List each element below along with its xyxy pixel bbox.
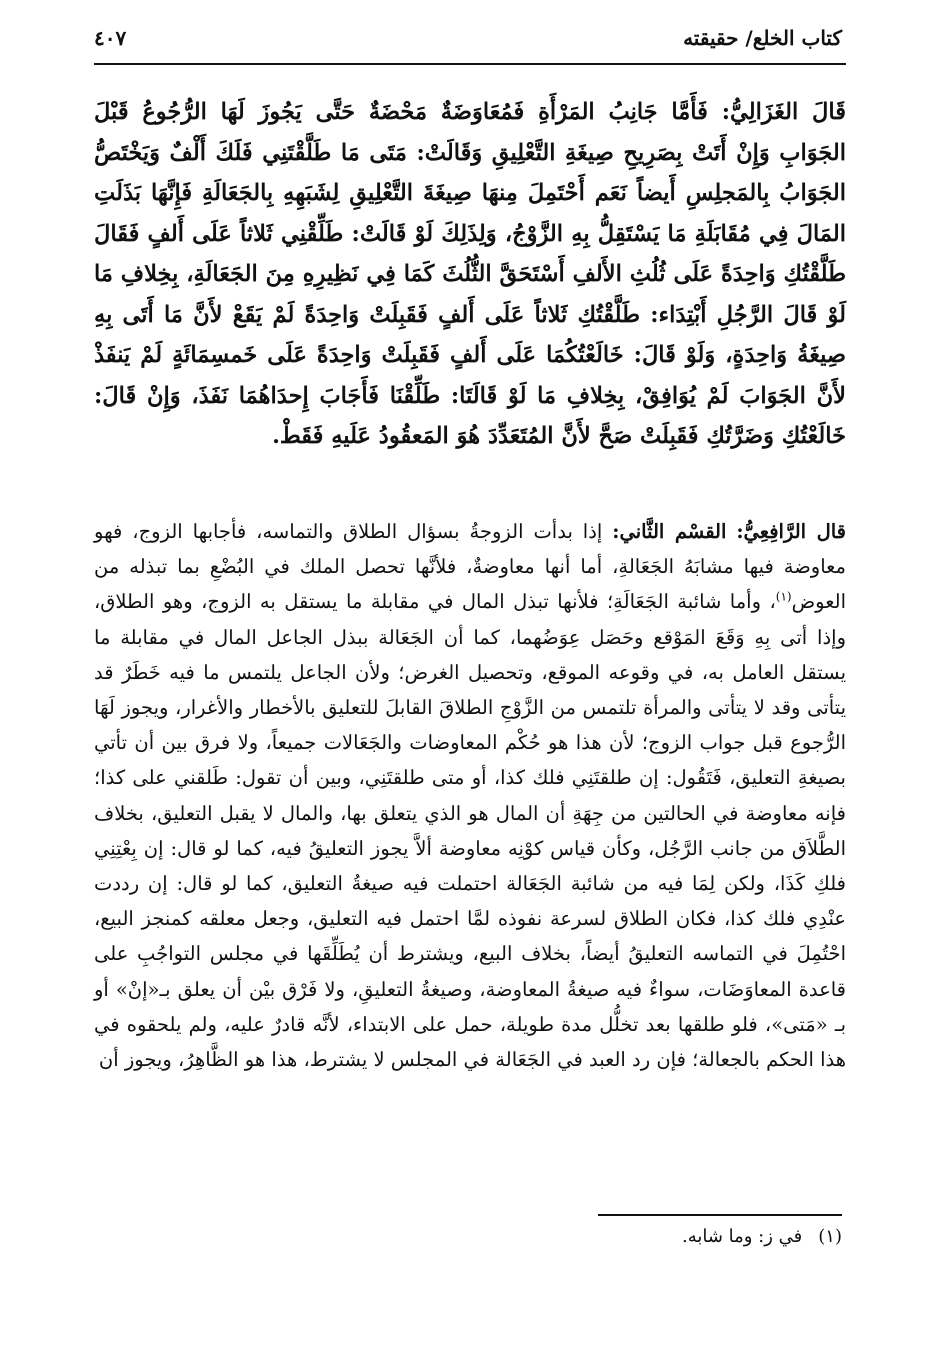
commentary-section: القسْم الثَّاني: xyxy=(612,520,727,543)
page-number: ٤٠٧ xyxy=(94,26,127,50)
commentary-speaker: قال الرَّافِعِيُّ: xyxy=(736,520,846,543)
commentary-text-part1: إذا بدأت الزوجةُ بسؤال الطلاق والتماسه، فأجابها الزوج، فهو معاوضة فيها مشابَهُ الجَعَالةِ، أما أنها معاوضةٌ، فلأنَّها تحصل الملك في البُضْعِ بما تبذله من العوض xyxy=(94,520,846,614)
footnote-rule xyxy=(598,1214,842,1216)
footnote xyxy=(682,1226,842,1247)
footnote-number: (١) xyxy=(818,1226,842,1247)
commentary-text-part2: ، وأما شائبة الجَعَالَةِ؛ فلأنها تبذل المال في مقابلة ما يستقل به الزوج، وهو الطلاق، وإذا أتى بِهِ وَقَعَ المَوْقع وحَصَل عِوَضُهما، كما أن الجَعَالة ببذل الجاعل المال في مقابلة ما يستقل العامل به، في وقوعه الموقع، وتحصيل الغرض؛ ولأن الجاعل يلتمس ما فيه خَطَرٌ قد يتأتى وقد لا يتأتى والمرأة تلتمس من الزَّوْجِ الطلاقَ القابلَ للتعليق بالأخطار والأغرار، ويجوز لَهَا الرُّجوع قبل جواب الزوج؛ لأن هذا هو حُكْم المعاوضات والجَعَالات جميعاً، ولا فرق بين أن تأتي بصيغةِ التعليق، فَتَقُول: إن طلقتَنِي فلك كذا، أو متى طلقتَنِي، وبين أن تقول: طَلقني على كذا؛ فإنه معاوضة في الحالتين من جِهَةِ أن المال هو الذي يتعلق بها، والمال لا يقبل التعليق، بخلاف الطَّلاَق من جانب الرَّجُل، وكأن قياس كوْنِه معاوضة ألاَّ يجوز التعليقُ فيه، كما لو قال: إن بِعْتِنِي فلكِ كَذَا، ولكن لِمَا فيه من شائبة الجَعَالة احتملت فيه صيغةُ التعليق، كما لو قال: إن رددت عنْدِي فلك كذا، فكان الطلاق لسرعة نفوذه لمَّا احتمل فيه التعليق، وجعل معلقه كمنجز البيع، احْتُمِلَ في التماسه التعليقُ أيضاً، بخلاف البيع، ويشترط أن يُطَلِّقَها في مجلس التواجُبِ على قاعدة المعاوَضَات، سواءٌ فيه صيغةُ المعاوضة، وصيغةُ التعليقِ، ولا فَرْق بيْن أن يعلق بـ«إنْ» أو بـ «مَتى»، فلو طلقها بعد تخلُّل مدة طويلة، حمل على الابتداء، لأنَّه قادرٌ عليه، ولم يلحقوه في هذا الحكم بالجعالة؛ فإن رد العبد في الجَعَالة في المجلس لا يشترط، هذا هو الظَّاهِرُ، ويجوز أن xyxy=(94,590,846,1072)
header-rule xyxy=(94,63,846,65)
footnote-reference[interactable]: (١) xyxy=(775,589,792,604)
commentary-rafii xyxy=(94,514,846,1077)
main-text-ghazali: قَالَ الغَزَالِيُّ: فَأَمَّا جَانِبُ المَرْأَةِ فَمُعَاوَضَةٌ مَحْضَةٌ حَتَّى يَجُوزَ لَهَا الرُّجُوعُ قَبْلَ الجَوَابِ وَإِنْ أَتَتْ بِصَرِيحِ صِيغَةِ التَّعْلِيقِ وَقَالَتْ: مَتَى مَا طَلَّقْتَنِي فَلَكَ أَلْفٌ وَيَخْتَصُّ الجَوَابُ بِالمَجلِسِ أَيضاً نَعَم أَحْتَمِلَ مِنهَا صِيغَةَ التَّعْلِيقِ لِشَبَهِهِ بِالجَعَالَةِ فَإِنَّهَا بَذَلَتِ المَالَ فِي مُقَابَلَةِ مَا يَسْتَقِلُّ بِهِ الزَّوْجُ، وَلِذَلِكَ لَوْ قَالَتْ: طَلِّقْنِي ثَلاثاً عَلَى أَلفٍ فَقَالَ طَلَّقْتُكِ وَاحِدَةً عَلَى ثُلُثِ الأَلفِ أَسْتَحَقَّ الثُّلُثَ كَمَا فِي نَظِيرِهِ مِنَ الجَعَالَةِ، بِخِلافِ مَا لَوْ قَالَ الرَّجُلِ أَبْتِدَاء: طَلَّقْتُكِ ثَلاثاً عَلَى أَلفٍ فَقَبِلَتْ وَاحِدَةً لَمْ يَقَعْ لأَنَّ مَا أَتَى بِهِ صِيغَةُ وَاحِدَةٍ، وَلَوْ قَالَ: خَالَعْتُكُمَا عَلَى أَلفٍ فَقَبِلَتْ وَاحِدَةً عَلَى خَمسِمَائَةٍ لَمْ يَنفَذْ لأَنَّ الجَوَابَ لَمْ يُوَافِقْ، بِخِلافِ مَا لَوْ قَالَتَا: طَلِّقْنَا فَأَجَابَ إِحدَاهُمَا نَفَذَ، وَإِنْ قَالَ: خَالَعْتُكِ وَضَرَّتُكِ فَقَبِلَتْ صَحَّ لأَنَّ المُتَعَدِّدَ هُوَ المَعقُودُ عَلَيهِ فَقَطْ. xyxy=(94,99,846,449)
footnote-text: في ز: وما شابه. xyxy=(681,1226,803,1247)
running-title: كتاب الخلع/ حقيقته xyxy=(683,26,842,50)
